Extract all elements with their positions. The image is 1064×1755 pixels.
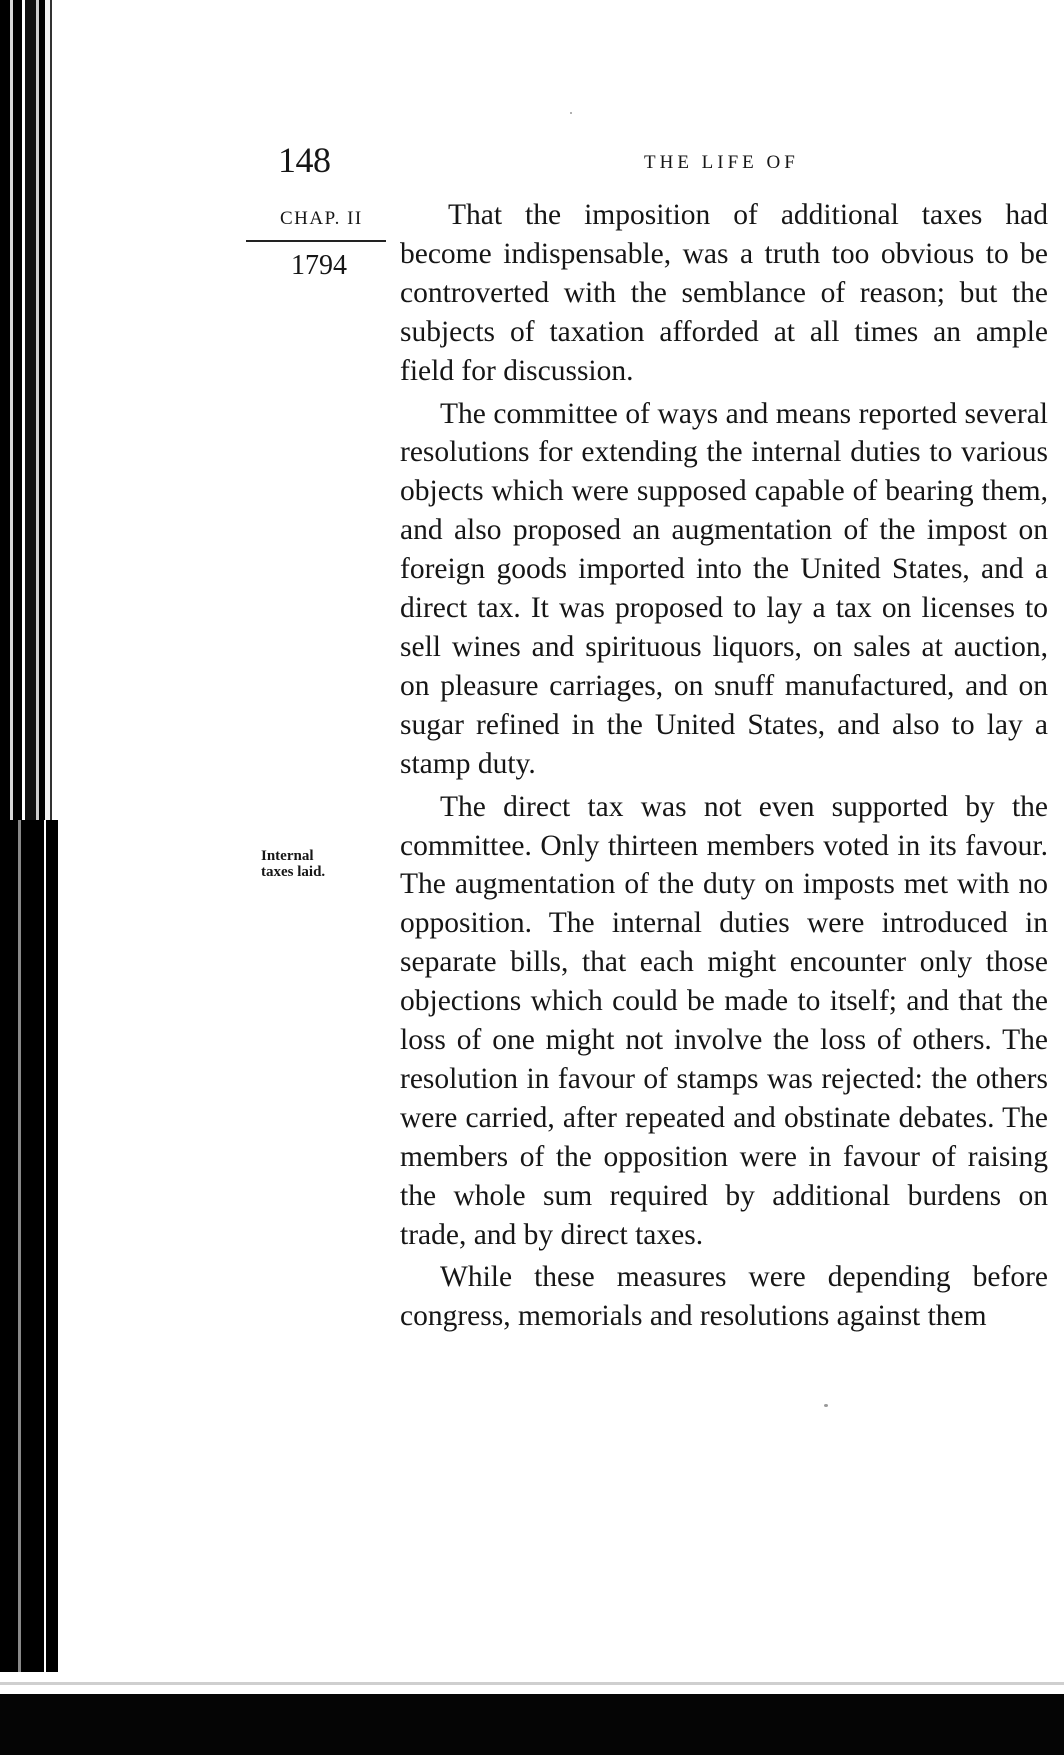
paragraph: That the imposition of additional taxes had become indispensable, was a truth too obvious to be controverted with the semblance of reason; but the subjects of taxation afforded at all times an ample field for discussion. (400, 199, 1048, 387)
book-binding-shadow (0, 820, 60, 1755)
side-note-line: Internal (261, 848, 314, 864)
chapter-rule (246, 240, 386, 242)
page-bottom-edge (0, 1672, 1064, 1696)
page-number: 148 (278, 140, 331, 180)
scan-speck (824, 1404, 828, 1407)
running-title: THE LIFE OF (644, 152, 799, 173)
body-text (400, 196, 1048, 1340)
side-note-line: taxes laid. (261, 864, 326, 880)
paragraph: The committee of ways and means reported several resolutions for extending the internal duties to various objects which were supposed capable of bearing them, and also proposed an augmentation of the impost on foreign goods imported into the United States, and a direct tax. It was proposed to lay a tax on licenses to sell wines and spirituous liquors, on sales at auction, on pleasure carriages, on snuff manufactured, and on sugar refined in the United States, and also to lay a stamp duty. (400, 397, 1048, 780)
side-note (261, 848, 371, 880)
chapter-label: CHAP. II (280, 208, 363, 229)
paragraph: While these measures were depending before congress, memorials and resolutions against them (400, 1261, 1048, 1333)
paragraph: The direct tax was not even supported by the committee. Only thirteen members voted in its favour. The augmentation of the duty on imposts met with no opposition. The internal duties were introduced in separate bills, that each might encounter only those objections which could be made to itself; and that the loss of one might not involve the loss of others. The resolution in favour of stamps was rejected: the others were carried, after repeated and obstinate debates. The members of the opposition were in favour of raising the whole sum required by additional burdens on trade, and by direct taxes. (400, 790, 1048, 1251)
scan-bottom-border (0, 1694, 1064, 1755)
scan-speck (570, 112, 572, 114)
year-label: 1794 (291, 250, 347, 281)
